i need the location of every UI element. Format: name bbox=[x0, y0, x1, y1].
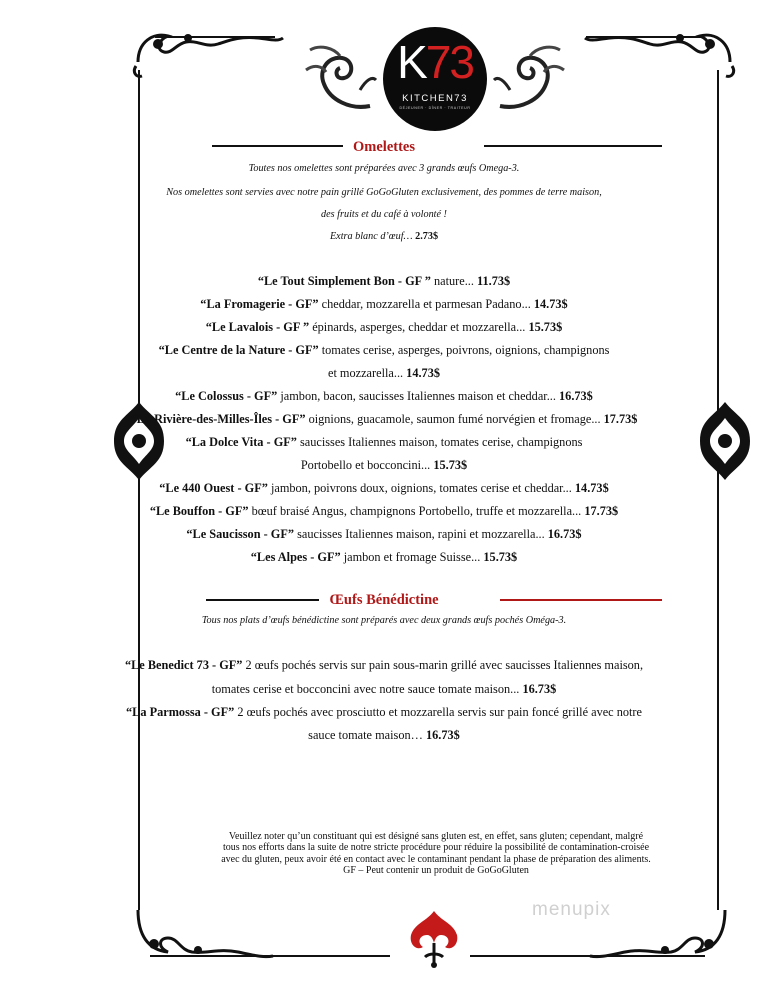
omelettes-note-3: des fruits et du café à volonté ! bbox=[321, 209, 447, 220]
item-description: épinards, asperges, cheddar et mozzarella... bbox=[309, 320, 529, 334]
extra-price: 2.73$ bbox=[415, 231, 439, 242]
item-description: jambon et fromage Suisse... bbox=[340, 550, 484, 564]
disclaimer-line-1: Veuillez noter qu’un constituant qui est désigné sans gluten est, en effet, sans gluten; cependant, malgré bbox=[228, 831, 644, 842]
item-description: saucisses Italiennes maison, rapini et mozzarella... bbox=[294, 527, 548, 541]
logo-tagline: DÉJEUNER · DÎNER · TRAITEUR bbox=[399, 106, 471, 110]
omelette-item-line bbox=[0, 389, 768, 404]
scroll-ornament-left-icon bbox=[300, 40, 378, 112]
item-name: “Le Centre de la Nature - GF” bbox=[158, 343, 319, 357]
item-name: “Le Lavalois - GF ” bbox=[205, 320, 310, 334]
item-description: oignions, guacamole, saumon fumé norvégien et fromage... bbox=[305, 412, 604, 426]
omelettes-title: Omelettes bbox=[343, 139, 425, 156]
item-price: 15.73$ bbox=[483, 550, 518, 564]
scroll-ornament-right-icon bbox=[492, 40, 570, 112]
omelette-item-line bbox=[0, 320, 768, 335]
logo-mark-right: 73 bbox=[425, 36, 473, 88]
item-name: “La Dolce Vita - GF” bbox=[185, 435, 297, 449]
menupix-watermark: menupix bbox=[532, 899, 611, 920]
omelettes-note-1: Toutes nos omelettes sont préparées avec 3 grands œufs Omega-3. bbox=[248, 163, 520, 174]
item-description: et mozzarella... bbox=[327, 366, 407, 380]
omelette-item-line bbox=[0, 550, 768, 565]
omelette-item-line bbox=[0, 458, 768, 473]
item-price: 14.73$ bbox=[406, 366, 440, 380]
disclaimer-line-4: GF – Peut contenir un produit de GoGoGluten bbox=[343, 865, 529, 877]
item-name: “Le Bouffon - GF” bbox=[149, 504, 249, 518]
item-price: 14.73$ bbox=[533, 297, 568, 311]
item-price: 11.73$ bbox=[477, 274, 511, 288]
benedictine-title: Œufs Bénédictine bbox=[319, 592, 448, 609]
kitchen73-logo bbox=[383, 27, 487, 131]
item-price: 16.73$ bbox=[522, 682, 557, 696]
item-description: saucisses Italiennes maison, tomates cerise, champignons bbox=[296, 435, 583, 449]
item-description: tomates cerise et bocconcini avec notre sauce tomate maison... bbox=[211, 682, 523, 696]
item-description: sauce tomate maison… bbox=[308, 728, 426, 742]
item-price: 15.73$ bbox=[433, 458, 468, 472]
item-name: “Le Saucisson - GF” bbox=[186, 527, 295, 541]
omelette-item-line bbox=[0, 527, 768, 542]
item-name: “La Parmossa - GF” bbox=[126, 705, 235, 719]
omelettes-extra bbox=[0, 231, 768, 242]
extra-label: Extra blanc d’œuf… bbox=[329, 231, 416, 242]
benedictine-item-line bbox=[0, 705, 768, 720]
item-description: 2 œufs pochés avec prosciutto et mozzarella servis sur pain foncé grillé avec notre bbox=[234, 705, 642, 719]
item-name: “La Fromagerie - GF” bbox=[200, 297, 319, 311]
item-description: bœuf braisé Angus, champignons Portobello, truffe et mozzarella... bbox=[248, 504, 585, 518]
item-name: “Le Benedict 73 - GF” bbox=[124, 658, 243, 672]
item-price: 17.73$ bbox=[584, 504, 619, 518]
omelette-item-line bbox=[0, 435, 768, 450]
item-price: 16.73$ bbox=[547, 527, 582, 541]
omelette-item-line bbox=[0, 274, 768, 289]
allergen-disclaimer bbox=[186, 831, 686, 877]
corner-ornament-top-left-icon bbox=[128, 22, 288, 78]
omelette-item-line bbox=[0, 297, 768, 312]
item-description: nature... bbox=[430, 274, 478, 288]
disclaimer-line-3: avec du gluten, peux avoir été en contact avec le contaminant pendant la phase de préparation des aliments. bbox=[221, 853, 651, 865]
item-price: 16.73$ bbox=[425, 728, 460, 742]
item-price: 14.73$ bbox=[574, 481, 609, 495]
item-description: jambon, bacon, saucisses Italiennes maison et cheddar... bbox=[277, 389, 560, 403]
omelette-item-line bbox=[0, 504, 768, 519]
item-description: tomates cerise, asperges, poivrons, oignions, champignons bbox=[318, 343, 610, 357]
item-description: cheddar, mozzarella et parmesan Padano... bbox=[318, 297, 534, 311]
item-price: 17.73$ bbox=[603, 412, 638, 426]
omelettes-note-2: Nos omelettes sont servies avec notre pain grillé GoGoGluten exclusivement, des pommes de terre maison, bbox=[166, 187, 602, 198]
item-price: 16.73$ bbox=[559, 389, 593, 403]
omelettes-heading bbox=[0, 136, 768, 156]
logo-name: KITCHEN73 bbox=[402, 93, 468, 104]
corner-ornament-top-right-icon bbox=[580, 22, 740, 78]
benedictine-note: Tous nos plats d’œufs bénédictine sont préparés avec deux grands œufs pochés Oméga-3. bbox=[201, 615, 567, 626]
benedictine-item-line bbox=[0, 728, 768, 743]
item-price: 15.73$ bbox=[528, 320, 563, 334]
item-description: Portobello et bocconcini... bbox=[300, 458, 434, 472]
item-name: “Le Colossus - GF” bbox=[175, 389, 278, 403]
omelette-item-line bbox=[0, 343, 768, 358]
disclaimer-line-2: tous nos efforts dans la suite de notre stricte procédure pour réduire la possibilité de contamination-croisée bbox=[222, 842, 650, 854]
item-name: “Le Tout Simplement Bon - GF ” bbox=[257, 274, 431, 288]
logo-mark bbox=[383, 36, 487, 88]
omelette-item-line bbox=[0, 366, 768, 381]
benedictine-heading bbox=[0, 589, 768, 609]
corner-ornament-bottom-left-icon bbox=[128, 900, 278, 970]
omelette-item-line bbox=[0, 412, 768, 427]
item-name: “Le 440 Ouest - GF” bbox=[159, 481, 268, 495]
item-name: “La Rivière-des-Milles-Îles - GF” bbox=[130, 412, 306, 426]
benedictine-item-line bbox=[0, 682, 768, 697]
item-description: jambon, poivrons doux, oignions, tomates cerise et cheddar... bbox=[267, 481, 575, 495]
item-description: 2 œufs pochés servis sur pain sous-marin grillé avec saucisses Italiennes maison, bbox=[242, 658, 644, 672]
omelette-item-line bbox=[0, 481, 768, 496]
logo-mark-left: K bbox=[397, 36, 426, 88]
item-name: “Les Alpes - GF” bbox=[250, 550, 341, 564]
bottom-fleur-ornament-icon bbox=[401, 905, 467, 971]
benedictine-item-line bbox=[0, 658, 768, 673]
